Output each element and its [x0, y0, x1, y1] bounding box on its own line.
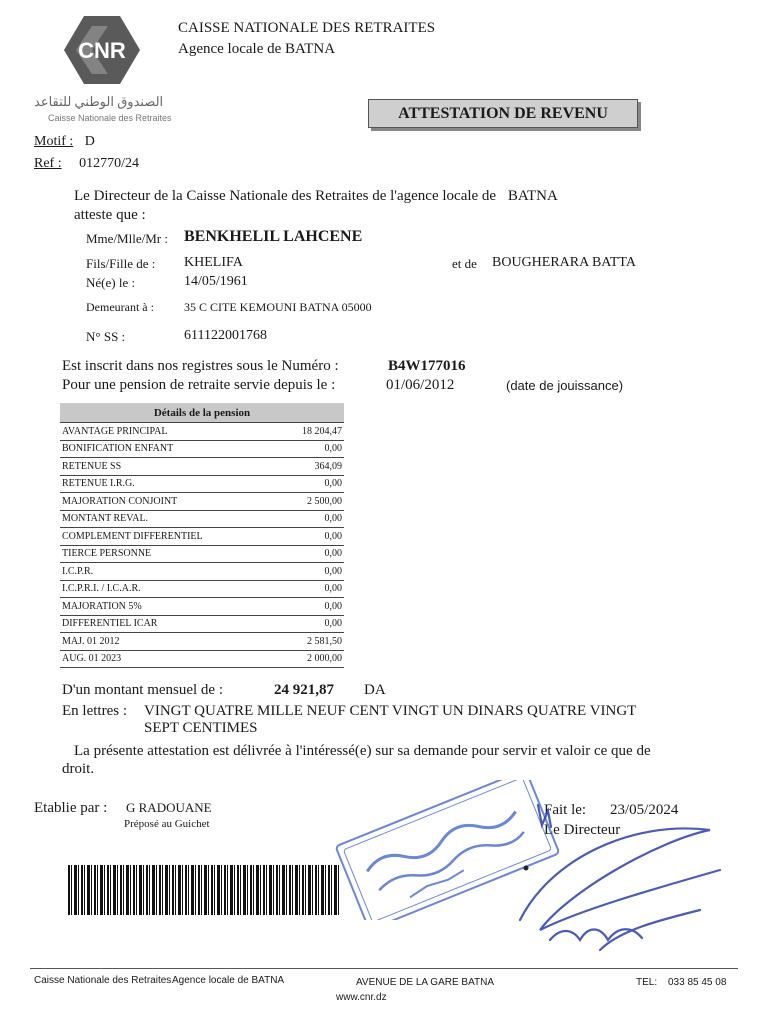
agent-name: G RADOUANE — [126, 800, 212, 815]
table-row — [60, 615, 344, 633]
since-note: (date de jouissance) — [506, 378, 624, 393]
table-row — [60, 510, 344, 528]
words-label: En lettres : — [62, 703, 127, 719]
table-row — [60, 563, 344, 581]
amount-value: 24 921,87 — [274, 682, 334, 698]
table-row — [60, 633, 344, 651]
ss-number: 611122001768 — [184, 328, 267, 343]
table-row — [60, 545, 344, 563]
reg-number: B4W177016 — [388, 358, 466, 374]
words-line2: SEPT CENTIMES — [144, 720, 258, 736]
details-body — [60, 423, 344, 668]
table-row — [60, 423, 344, 441]
words-line1: VINGT QUATRE MILLE NEUF CENT VINGT UN DINARS QUATRE VINGT — [144, 703, 637, 719]
table-row — [60, 458, 344, 476]
footer-org: Caisse Nationale des Retraites — [34, 975, 172, 986]
footer-tel: 033 85 45 08 — [668, 977, 727, 988]
address-label: Demeurant à : — [86, 300, 154, 314]
org-header — [178, 18, 435, 60]
since-date: 01/06/2012 — [386, 377, 455, 393]
ref-value: 012770/24 — [79, 156, 139, 171]
intro-agency: BATNA — [507, 188, 558, 204]
director-title: Le Directeur — [544, 822, 621, 838]
motif-label: Motif : — [34, 134, 74, 149]
table-row — [60, 528, 344, 546]
detail-value: 364,09 — [278, 458, 344, 476]
barcode — [68, 865, 340, 915]
detail-value: 0,00 — [278, 563, 344, 581]
table-row — [60, 650, 344, 668]
amount-currency: DA — [364, 682, 386, 698]
since-label: Pour une pension de retraite servie depuis le : — [62, 377, 336, 393]
cnr-logo — [62, 14, 142, 86]
pension-details-table — [60, 403, 344, 668]
table-row — [60, 580, 344, 598]
detail-label: MAJ. 01 2012 — [60, 633, 278, 651]
intro-line — [74, 188, 558, 205]
detail-value: 0,00 — [278, 598, 344, 616]
detail-value: 0,00 — [278, 545, 344, 563]
done-date: 23/05/2024 — [610, 802, 679, 818]
detail-value: 18 204,47 — [278, 423, 344, 441]
detail-value: 0,00 — [278, 475, 344, 493]
detail-label: AUG. 01 2023 — [60, 650, 278, 668]
detail-value: 2 581,50 — [278, 633, 344, 651]
detail-value: 0,00 — [278, 440, 344, 458]
footer-tel-label: TEL: — [636, 977, 658, 988]
birth-date: 14/05/1961 — [184, 274, 248, 289]
table-row — [60, 440, 344, 458]
footer-divider — [30, 968, 738, 969]
detail-label: RETENUE SS — [60, 458, 278, 476]
table-row — [60, 475, 344, 493]
detail-value: 0,00 — [278, 615, 344, 633]
detail-value: 2 500,00 — [278, 493, 344, 511]
ss-label: N° SS : — [86, 329, 126, 344]
footer-address: AVENUE DE LA GARE BATNA — [356, 977, 495, 988]
detail-label: MAJORATION CONJOINT — [60, 493, 278, 511]
ref-row — [34, 156, 139, 172]
motif-value: D — [84, 134, 95, 149]
table-row — [60, 493, 344, 511]
person-name: BENKHELIL LAHCENE — [184, 228, 363, 245]
detail-label: RETENUE I.R.G. — [60, 475, 278, 493]
agency-name: Agence locale de BATNA — [178, 41, 336, 57]
ref-label: Ref : — [34, 156, 62, 171]
agent-role: Préposé au Guichet — [124, 818, 210, 830]
birth-label: Né(e) le : — [86, 275, 136, 290]
statement-line1: La présente attestation est délivrée à l'intéressé(e) sur sa demande pour servir et valoir ce que de — [74, 743, 651, 759]
intro-text: Le Directeur de la Caisse Nationale des Retraites de l'agence locale de — [74, 188, 497, 204]
name-label: Mme/Mlle/Mr : — [86, 231, 168, 246]
detail-label: COMPLEMENT DIFFERENTIEL — [60, 528, 278, 546]
detail-value: 0,00 — [278, 510, 344, 528]
org-name: CAISSE NATIONALE DES RETRAITES — [178, 20, 436, 36]
footer-website: www.cnr.dz — [336, 992, 387, 1003]
arabic-org-name: الصندوق الوطني للتقاعد — [34, 94, 164, 109]
footer-agency: Agence locale de BATNA — [172, 975, 285, 986]
detail-value: 0,00 — [278, 580, 344, 598]
document-title: ATTESTATION DE REVENU — [368, 99, 638, 128]
detail-label: TIERCE PERSONNE — [60, 545, 278, 563]
reg-label: Est inscrit dans nos registres sous le Numéro : — [62, 358, 339, 374]
table-row — [60, 598, 344, 616]
detail-value: 0,00 — [278, 528, 344, 546]
motif-row — [34, 134, 95, 150]
detail-label: DIFFERENTIEL ICAR — [60, 615, 278, 633]
mother-label: et de — [452, 256, 477, 271]
detail-label: BONIFICATION ENFANT — [60, 440, 278, 458]
detail-label: I.C.P.R.I. / I.C.A.R. — [60, 580, 278, 598]
detail-value: 2 000,00 — [278, 650, 344, 668]
detail-label: I.C.P.R. — [60, 563, 278, 581]
done-label: Fait le: — [544, 802, 587, 818]
director-signature — [510, 800, 740, 960]
intro-atteste: atteste que : — [74, 207, 146, 223]
established-label: Etablie par : — [34, 800, 108, 816]
detail-label: MAJORATION 5% — [60, 598, 278, 616]
amount-label: D'un montant mensuel de : — [62, 682, 224, 698]
detail-label: AVANTAGE PRINCIPAL — [60, 423, 278, 441]
logo-caption: Caisse Nationale des Retraites — [48, 113, 172, 123]
father-label: Fils/Fille de : — [86, 256, 156, 271]
detail-label: MONTANT REVAL. — [60, 510, 278, 528]
statement-line2: droit. — [62, 761, 95, 777]
father-name: KHELIFA — [184, 255, 243, 270]
details-header: Détails de la pension — [60, 403, 344, 423]
logo-text: CNR — [78, 38, 126, 63]
address-value: 35 C CITE KEMOUNI BATNA 05000 — [184, 300, 372, 314]
mother-name: BOUGHERARA BATTA — [492, 255, 636, 270]
